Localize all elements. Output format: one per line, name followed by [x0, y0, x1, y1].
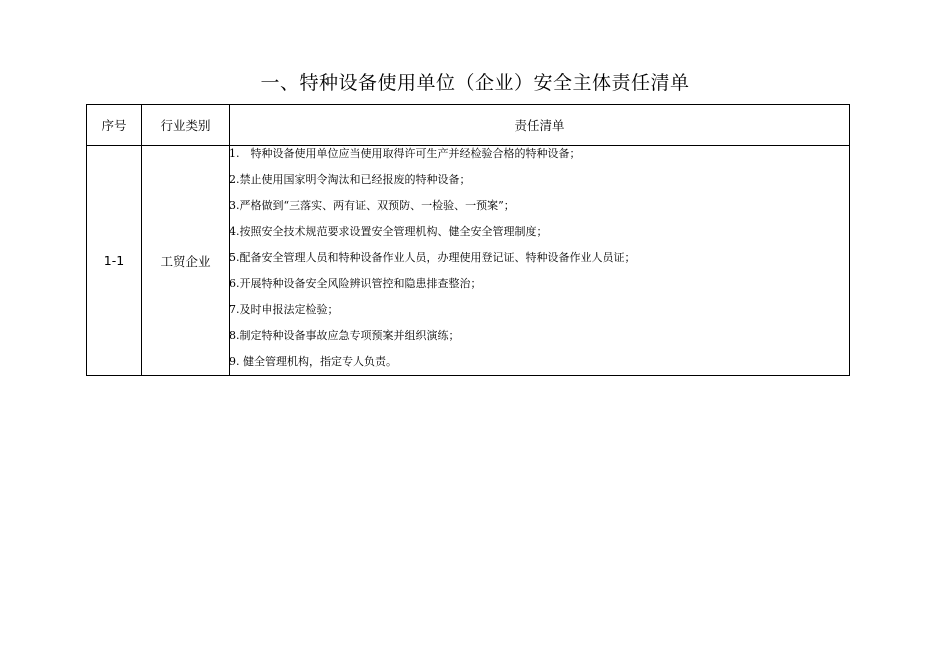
header-list: 责任清单 [230, 105, 850, 146]
list-item: 7.及时申报法定检验； [229, 303, 339, 316]
responsibility-table [86, 104, 850, 376]
cell-industry: 工贸企业 [142, 146, 230, 376]
list-item: 2.禁止使用国家明令淘汰和已经报废的特种设备； [229, 173, 471, 186]
header-seq: 序号 [87, 105, 142, 146]
table-header-row [87, 105, 850, 146]
list-item: 4.按照安全技术规范要求设置安全管理机构、健全安全管理制度； [229, 225, 548, 238]
table-row [87, 146, 850, 376]
list-item: 5.配备安全管理人员和特种设备作业人员，办理使用登记证、特种设备作业人员证； [229, 251, 636, 264]
list-item: 9. 健全管理机构，指定专人负责。 [229, 355, 397, 368]
header-industry: 行业类别 [142, 105, 230, 146]
list-item: 6.开展特种设备安全风险辨识管控和隐患排查整治； [229, 277, 482, 290]
page-title: 一、特种设备使用单位（企业）安全主体责任清单 [260, 72, 690, 94]
cell-responsibility-list [230, 146, 850, 376]
list-item: 8.制定特种设备事故应急专项预案并组织演练； [229, 329, 460, 342]
list-item: 1. 特种设备使用单位应当使用取得许可生产并经检验合格的特种设备； [229, 147, 581, 160]
list-item: 3.严格做到“三落实、两有证、双预防、一检验、一预案”； [229, 199, 515, 212]
cell-seq: 1-1 [87, 146, 142, 376]
